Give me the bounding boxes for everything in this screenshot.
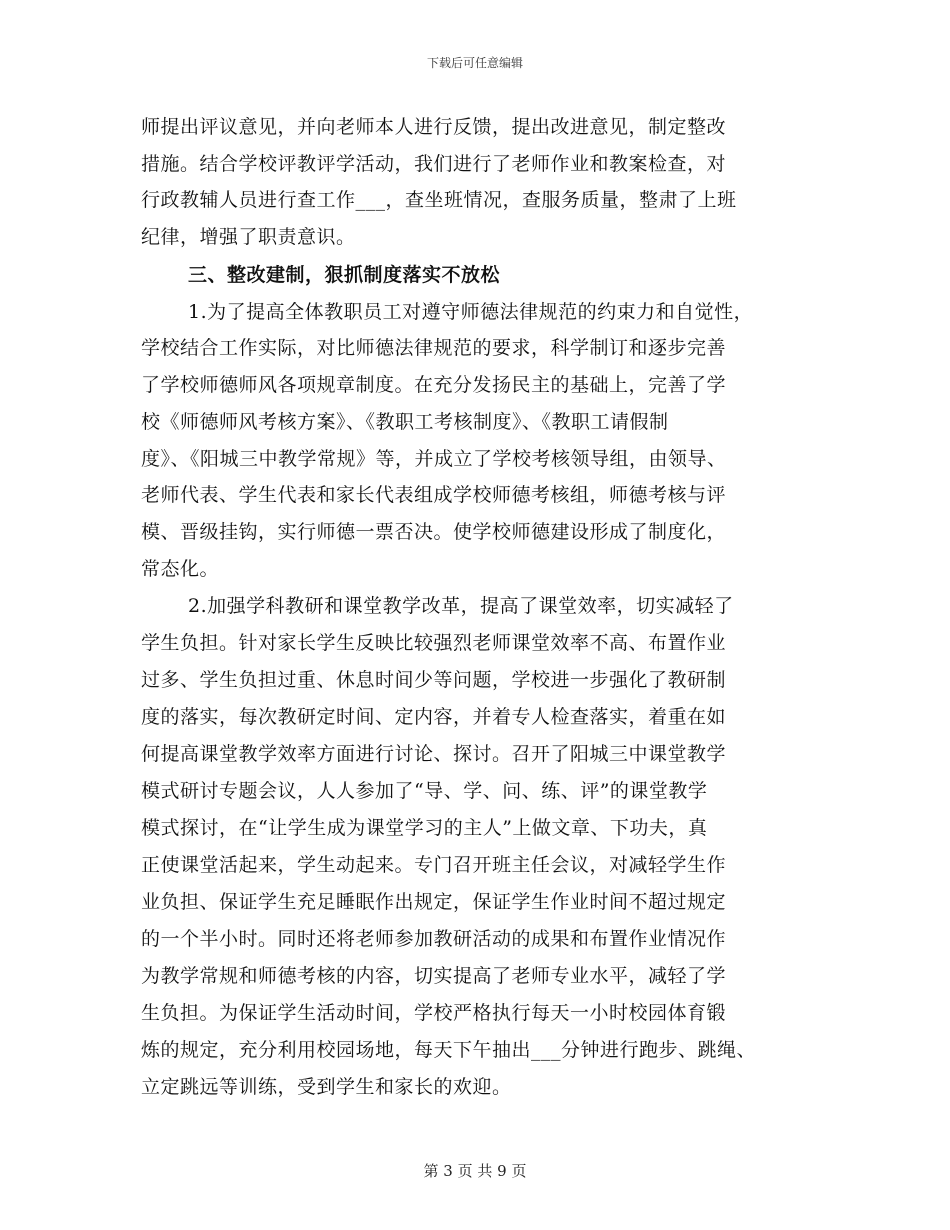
body-line: 模式研讨专题会议，人人参加了“导、学、问、练、评”的课堂教学 (141, 780, 708, 802)
body-line: 生负担。为保证学生活动时间，学校严格执行每天一小时校园体育锻 (141, 1002, 727, 1024)
body-line: 模、晋级挂钩，实行师德一票否决。使学校师德建设形成了制度化， (141, 521, 727, 543)
body-line: 纪律，增强了职责意识。 (141, 226, 356, 248)
body-line: 措施。结合学校评教评学活动，我们进行了老师作业和教案检查，对 (141, 153, 727, 175)
body-line: 老师代表、学生代表和家长代表组成学校师德考核组，师德考核与评 (141, 484, 727, 506)
body-line: 为教学常规和师德考核的内容，切实提高了老师专业水平，减轻了学 (141, 965, 727, 987)
body-line: 学生负担。针对家长学生反映比较强烈老师课堂效率不高、布置作业 (141, 632, 727, 654)
body-line: 行政教辅人员进行查工作___，查坐班情况，查服务质量，整肃了上班 (141, 189, 737, 211)
body-line: 校《师德师风考核方案》、《教职工考核制度》、《教职工请假制 (141, 411, 669, 433)
body-line: 模式探讨，在“让学生成为课堂学习的主人”上做文章、下功夫，真 (141, 817, 708, 839)
body-line: 度》、《阳城三中教学常规》等，并成立了学校考核领导组，由领导、 (141, 448, 727, 470)
body-line: 炼的规定，充分利用校园场地，每天下午抽出___分钟进行跑步、跳绳、 (141, 1039, 757, 1061)
paragraph-first-line: 2.加强学科教研和课堂教学改革，提高了课堂效率，切实减轻了 (188, 595, 734, 617)
body-line: 师提出评议意见，并向老师本人进行反馈，提出改进意见，制定整改 (141, 116, 727, 138)
body-line: 过多、学生负担过重、休息时间少等问题，学校进一步强化了教研制 (141, 669, 727, 691)
body-line: 立定跳远等训练，受到学生和家长的欢迎。 (141, 1076, 512, 1098)
page-number-footer: 第 3 页 共 9 页 (423, 1162, 527, 1180)
body-line: 的一个半小时。同时还将老师参加教研活动的成果和布置作业情况作 (141, 928, 727, 950)
body-line: 学校结合工作实际，对比师德法律规范的要求，科学制订和逐步完善 (141, 337, 727, 359)
body-line: 正使课堂活起来，学生动起来。专门召开班主任会议，对减轻学生作 (141, 854, 727, 876)
body-line: 常态化。 (141, 558, 220, 580)
section-heading: 三、整改建制，狠抓制度落实不放松 (188, 264, 501, 286)
body-line: 何提高课堂教学效率方面进行讨论、探讨。召开了阳城三中课堂教学 (141, 743, 727, 765)
paragraph-first-line: 1.为了提高全体教职员工对遵守师德法律规范的约束力和自觉性， (188, 301, 754, 323)
body-line: 度的落实，每次教研定时间、定内容，并着专人检查落实，着重在如 (141, 706, 727, 728)
body-line: 了学校师德师风各项规章制度。在充分发扬民主的基础上，完善了学 (141, 374, 727, 396)
body-line: 业负担、保证学生充足睡眠作出规定，保证学生作业时间不超过规定 (141, 891, 727, 913)
header-note: 下载后可任意编辑 (426, 56, 523, 70)
